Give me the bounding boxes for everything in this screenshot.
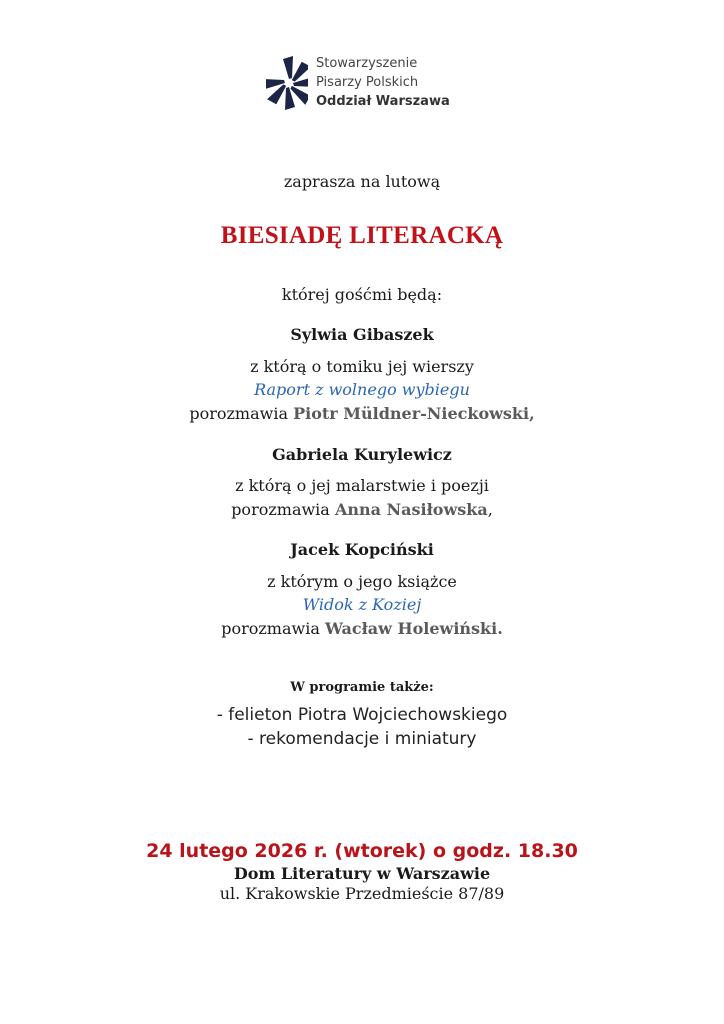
conversation-prefix: porozmawia (231, 500, 330, 519)
conversation-prefix: porozmawia (221, 619, 320, 638)
event-address: ul. Krakowskie Przedmieście 87/89 (219, 884, 505, 903)
conversation-line (0, 404, 724, 423)
guest-topic: z którym o jego książce (267, 572, 457, 591)
program-item: - rekomendacje i miniatury (247, 729, 477, 749)
program-heading: W programie także: (290, 680, 434, 695)
program-item: - felieton Piotra Wojciechowskiego (216, 705, 508, 725)
organization-name-line-1: Stowarzyszenie (316, 56, 418, 71)
organization-branch: Oddział Warszawa (316, 94, 450, 109)
host-name: Piotr Müldner-Nieckowski, (293, 404, 535, 423)
organization-name-line-2: Pisarzy Polskich (316, 75, 419, 90)
conversation-prefix: porozmawia (189, 404, 288, 423)
intro-text: zaprasza na lutową (283, 172, 441, 191)
event-date: 24 lutego 2026 r. (wtorek) o godz. 18.30 (146, 840, 578, 862)
host-name: Anna Nasiłowska (334, 500, 488, 519)
event-venue: Dom Literatury w Warszawie (233, 864, 491, 883)
conversation-line (0, 500, 724, 519)
event-title: BIESIADĘ LITERACKĄ (220, 222, 504, 249)
host-suffix: , (487, 500, 493, 519)
guest-name: Sylwia Gibaszek (290, 325, 434, 344)
conversation-line (0, 619, 724, 638)
book-title: Widok z Koziej (302, 595, 422, 614)
guest-topic: z którą o tomiku jej wierszy (250, 357, 474, 376)
organization-logo (266, 52, 466, 114)
host-name: Wacław Holewiński. (324, 619, 503, 638)
sun-rays-icon (266, 52, 308, 114)
guest-name: Jacek Kopciński (290, 540, 434, 559)
organization-name (316, 54, 450, 111)
book-title: Raport z wolnego wybiegu (254, 380, 470, 399)
guest-name: Gabriela Kurylewicz (272, 445, 452, 464)
guests-intro: której gośćmi będą: (281, 285, 443, 304)
guest-topic: z którą o jej malarstwie i poezji (235, 476, 489, 495)
